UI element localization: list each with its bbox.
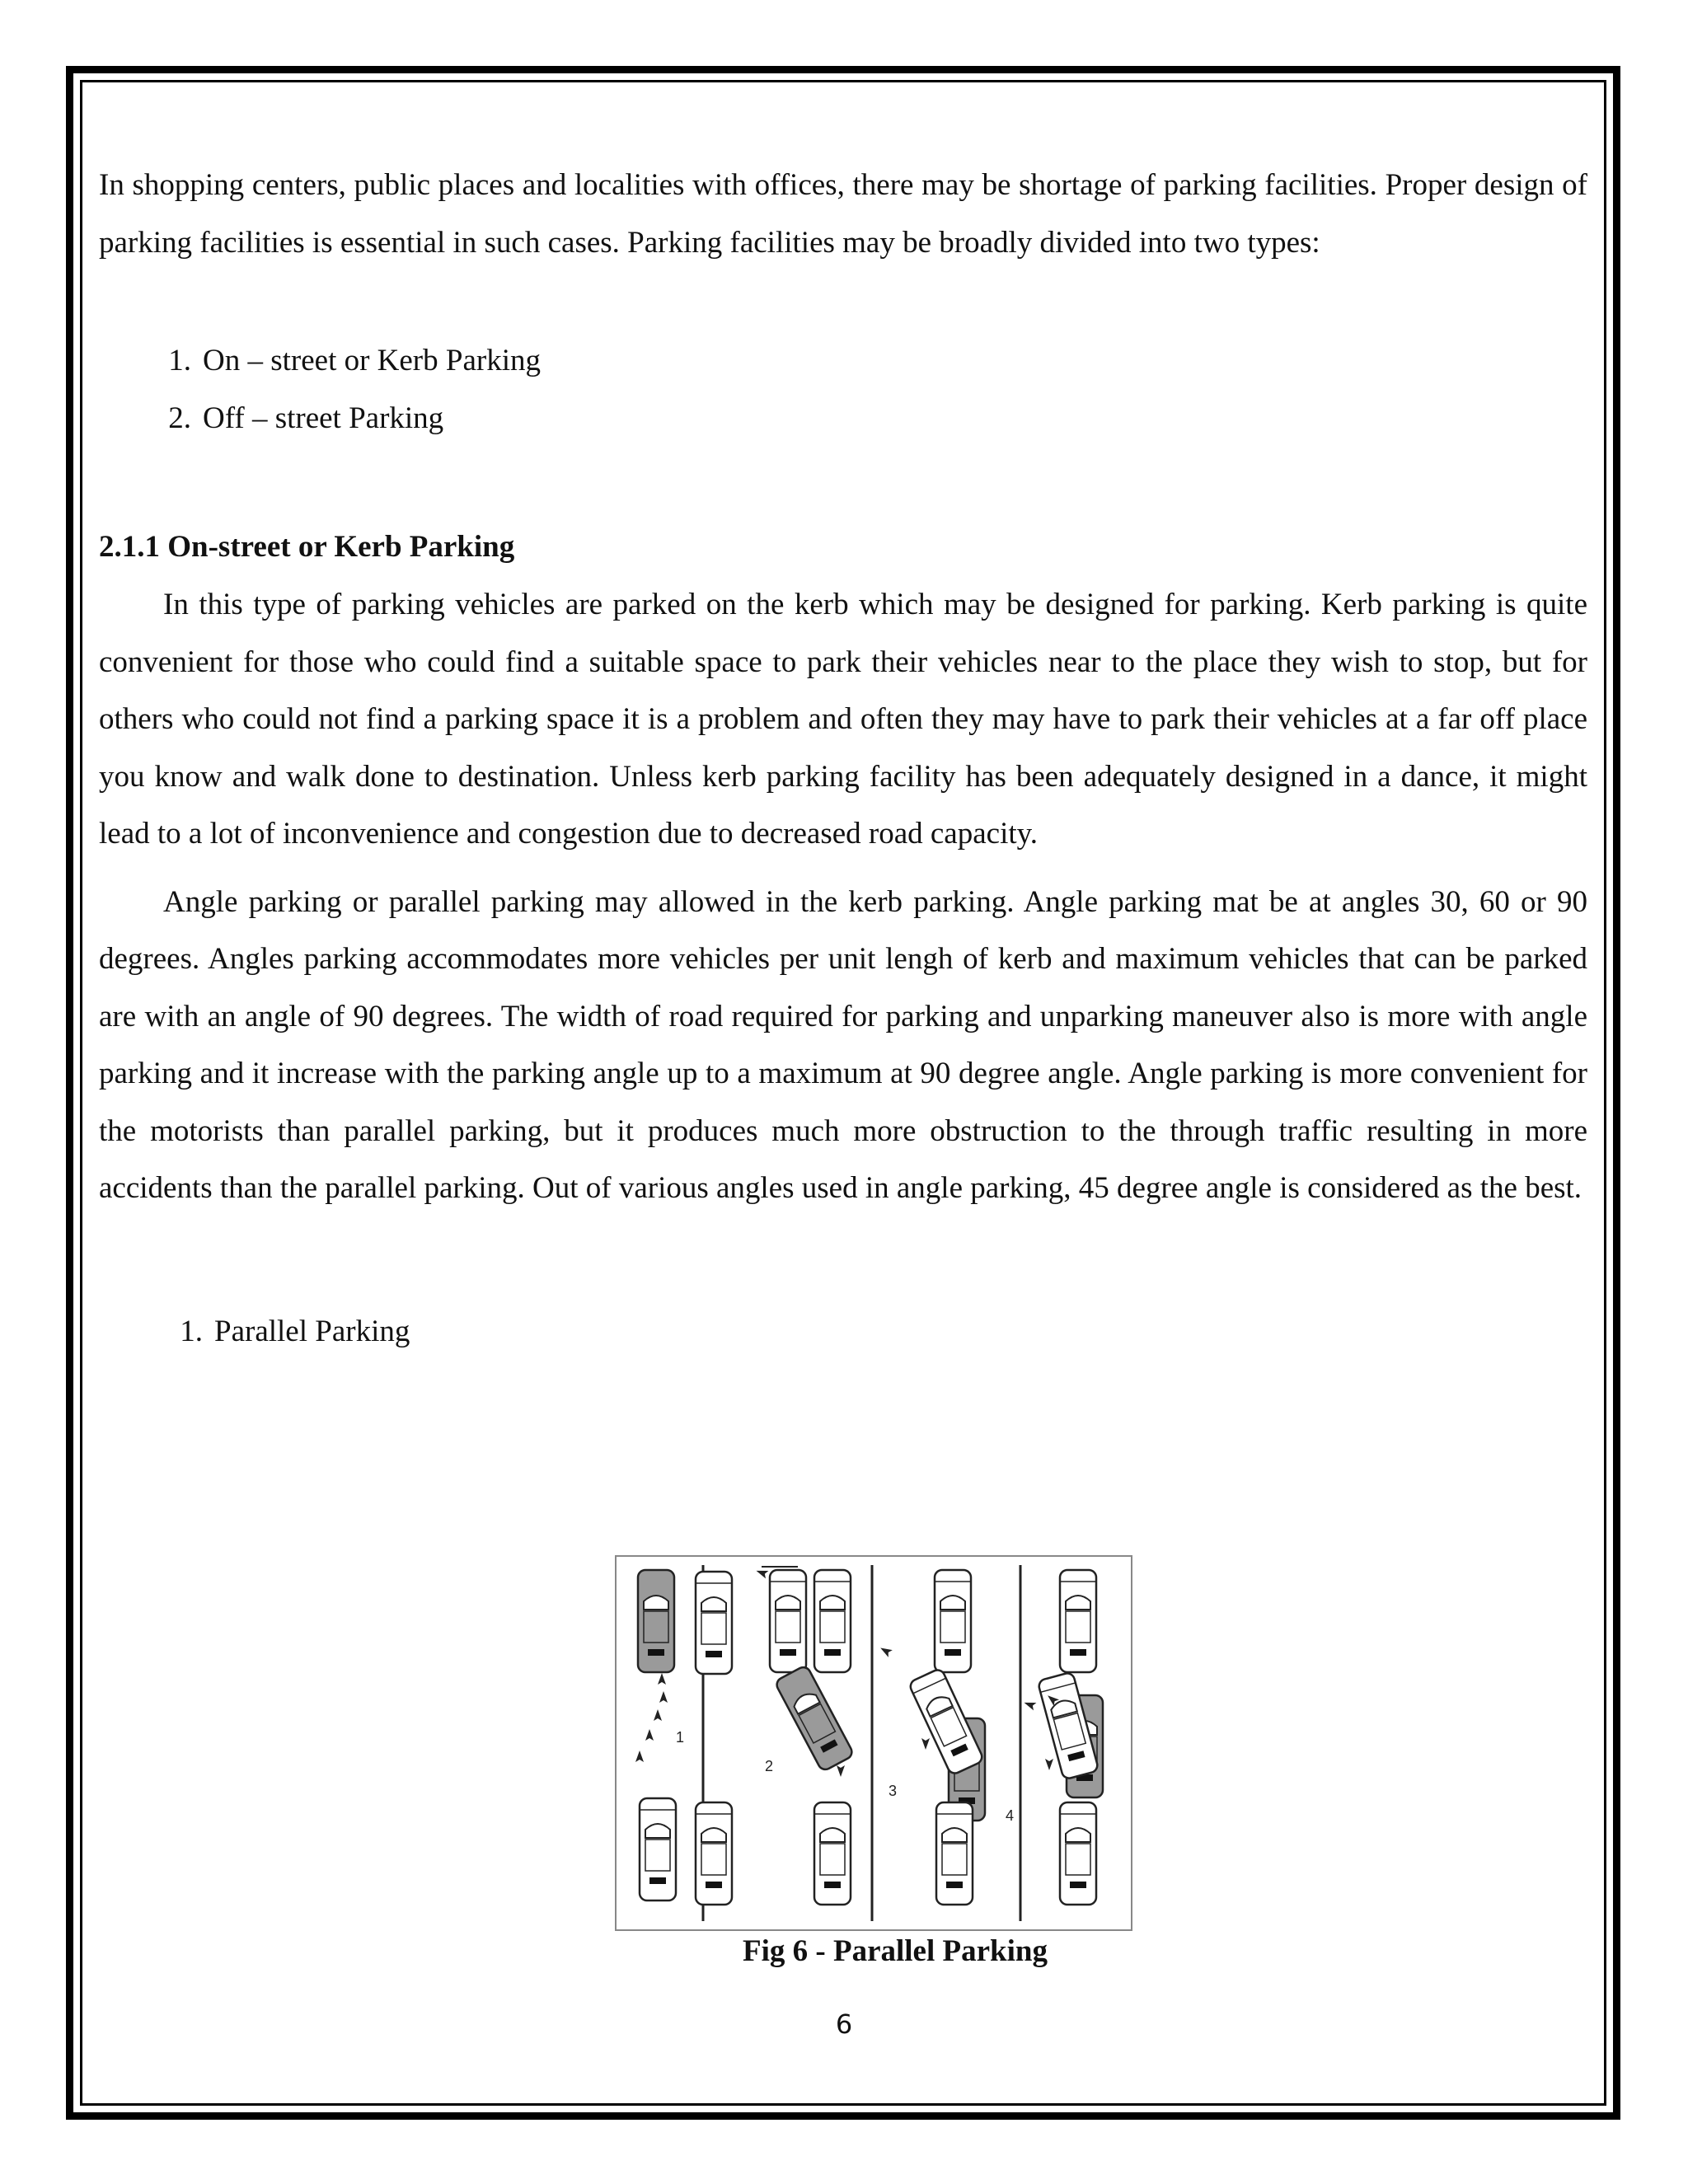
intro-paragraph: In shopping centers, public places and localities with offices, there may be shortage of parking facilities. Proper design of parking facilities is essential in such cases. Parking facilities may be broadly divided into two types: bbox=[99, 168, 1587, 260]
section-heading: 2.1.1 On-street or Kerb Parking bbox=[99, 530, 515, 564]
parking-types-list bbox=[99, 332, 1587, 448]
step-label: 4 bbox=[1006, 1807, 1015, 1824]
step-label: 1 bbox=[676, 1729, 685, 1746]
figure-caption: Fig 6 - Parallel Parking bbox=[743, 1934, 1048, 1968]
list-item: 1. On – street or Kerb Parking bbox=[168, 344, 541, 377]
parallel-parking-diagram bbox=[617, 1557, 1131, 1929]
parallel-parking-figure bbox=[615, 1555, 1132, 1931]
list-item: 1. Parallel Parking bbox=[180, 1314, 410, 1348]
kerb-types-list bbox=[99, 1303, 1587, 1361]
kerb-parking-paragraph: In this type of parking vehicles are parked on the kerb which may be designed for parking. Kerb parking is quite convenient for those who could find a suitable space to park their vehicles near to the place they wish to stop, but for others who could not find a parking space it is a problem and often they may have to park their vehicles at a far off place you know and walk done to destination. Unless kerb parking facility has been adequately designed in a dance, it might lead to a lot of inconvenience and congestion due to decreased road capacity. bbox=[99, 588, 1587, 851]
list-item: 2. Off – street Parking bbox=[168, 401, 444, 435]
step-label: 3 bbox=[889, 1783, 898, 1799]
page-number: 6 bbox=[835, 2008, 853, 2040]
page-content bbox=[99, 157, 1587, 1361]
step-label: 2 bbox=[765, 1758, 774, 1774]
angle-parking-paragraph: Angle parking or parallel parking may allowed in the kerb parking. Angle parking mat be at angles 30, 60 or 90 degrees. Angles parking accommodates more vehicles per unit lengh of kerb and maximum vehicles that can be parked are with an angle of 90 degrees. The width of road required for parking and unparking maneuver also is more with angle parking and it increase with the parking angle up to a maximum at 90 degree angle. Angle parking is more convenient for the motorists than parallel parking, but it produces much more obstruction to the through traffic resulting in more accidents than the parallel parking. Out of various angles used in angle parking, 45 degree angle is considered as the best. bbox=[99, 884, 1587, 1205]
